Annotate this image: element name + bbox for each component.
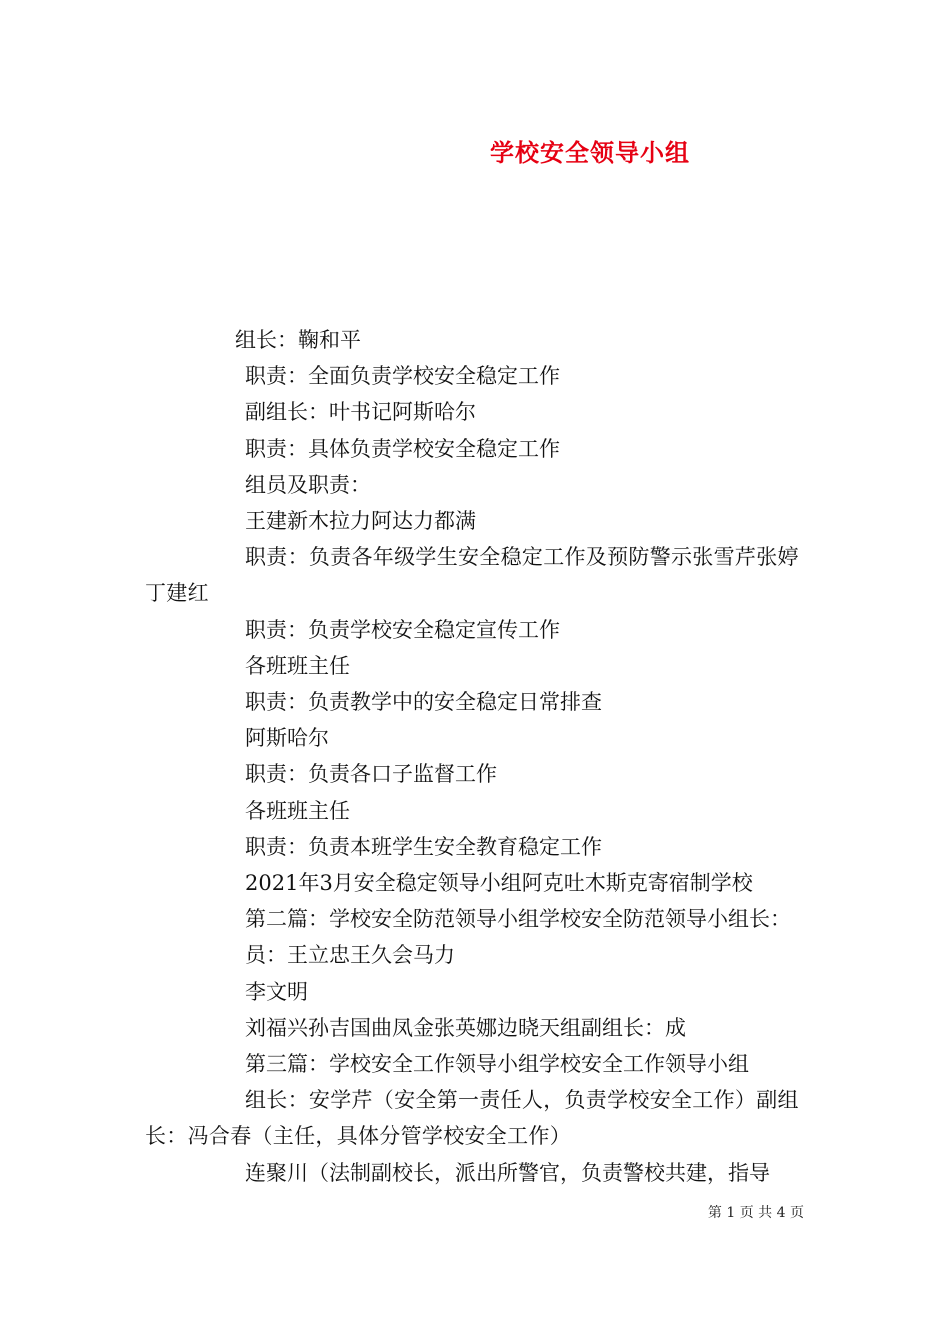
text-line: 职责：负责各口子监督工作 bbox=[245, 762, 497, 787]
text-paragraph: 组长：安学芹（安全第一责任人，负责学校安全工作）副组长：冯合春（主任，具体分管学校安全工作） bbox=[145, 1088, 799, 1149]
text-line: 2021年3月安全稳定领导小组阿克吐木斯克寄宿制学校 bbox=[245, 871, 753, 896]
text-line: 副组长：叶书记阿斯哈尔 bbox=[245, 400, 476, 425]
text-line: 职责：全面负责学校安全稳定工作 bbox=[245, 364, 560, 389]
text-line: 职责：具体负责学校安全稳定工作 bbox=[245, 436, 560, 461]
text-line: 李文明 bbox=[245, 979, 308, 1004]
text-line: 组员及职责： bbox=[245, 472, 371, 497]
text-line: 组长：鞠和平 bbox=[235, 328, 361, 352]
document-title: 学校安全领导小组 bbox=[490, 138, 690, 167]
text-line: 连聚川（法制副校长，派出所警官，负责警校共建，指导 bbox=[245, 1160, 770, 1185]
text-line: 王建新木拉力阿达力都满 bbox=[245, 509, 476, 534]
text-line: 职责：负责教学中的安全稳定日常排查 bbox=[245, 690, 602, 715]
text-line: 刘福兴孙吉国曲凤金张英娜边晓天组副组长：成 bbox=[245, 1015, 686, 1040]
text-line: 职责：负责本班学生安全教育稳定工作 bbox=[245, 834, 602, 859]
text-line: 员：王立忠王久会马力 bbox=[245, 943, 455, 968]
page-footer: 第 1 页 共 4 页 bbox=[707, 1205, 804, 1221]
text-line: 职责：负责学校安全稳定宣传工作 bbox=[245, 617, 560, 642]
text-line: 各班班主任 bbox=[245, 653, 350, 678]
document-body bbox=[145, 322, 810, 1191]
text-line: 第三篇：学校安全工作领导小组学校安全工作领导小组 bbox=[245, 1052, 749, 1077]
text-line: 第二篇：学校安全防范领导小组学校安全防范领导小组长： bbox=[245, 907, 791, 932]
text-line: 各班班主任 bbox=[245, 798, 350, 823]
text-line: 阿斯哈尔 bbox=[245, 726, 329, 751]
text-paragraph: 职责：负责各年级学生安全稳定工作及预防警示张雪芹张婷丁建红 bbox=[145, 545, 799, 606]
